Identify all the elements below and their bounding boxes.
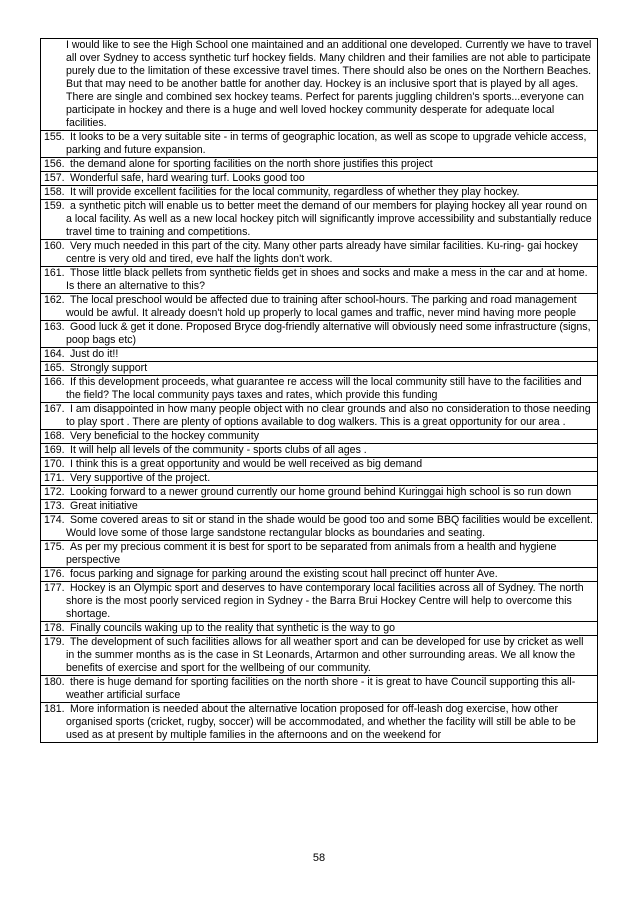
comment-number: 176.: [44, 568, 65, 580]
comment-number: 177.: [44, 582, 65, 594]
comment-cell: [41, 294, 598, 321]
comment-number: 168.: [44, 430, 65, 442]
table-row: [41, 430, 598, 444]
table-row: [41, 294, 598, 321]
table-row: [41, 403, 598, 430]
comment-cell: [41, 430, 598, 444]
table-row: [41, 486, 598, 500]
comment-number: 165.: [44, 362, 65, 374]
table-row: [41, 514, 598, 541]
comment-entry: [44, 131, 594, 157]
table-row: [41, 676, 598, 703]
page-number: 58: [312, 852, 326, 864]
table-row: [41, 582, 598, 622]
comment-entry: [44, 541, 594, 567]
comment-text: a synthetic pitch will enable us to better meet the demand of our members for playing hockey all year round on a local facility. As well as a new local hockey pitch will significantly improve accessibility and substantially reduce travel time to training and competitions.: [66, 200, 592, 238]
comment-cell: [41, 200, 598, 240]
comment-cell: [41, 703, 598, 743]
comment-text: there is huge demand for sporting facilities on the north shore - it is great to have Council supporting this all-weather artificial surface: [66, 676, 576, 701]
comment-text: Strongly support: [70, 362, 148, 374]
table-row: [41, 568, 598, 582]
comment-number: 162.: [44, 294, 65, 306]
comment-number: 156.: [44, 158, 65, 170]
table-row: [41, 541, 598, 568]
comment-text: Very beneficial to the hockey community: [70, 430, 260, 442]
comment-entry: [44, 500, 594, 513]
comment-entry: [44, 444, 594, 457]
comment-entry: [44, 376, 594, 402]
comment-text: The development of such facilities allows for all weather sport and can be developed for use by cricket as well in the summer months as is the case in St Leonards, Artarmon and other surrounding areas. We all know the benefits of exercise and sport for the wellbeing of our community.: [66, 636, 584, 674]
comment-cell: [41, 676, 598, 703]
comment-text: It looks to be a very suitable site - in terms of geographic location, as well as scope to upgrade vehicle access, parking and future expansion.: [66, 131, 587, 156]
table-row: [41, 348, 598, 362]
comment-text: The local preschool would be affected due to training after school-hours. The parking and road management would be awful. It already doesn't hold up properly to local games and traffic, never mind having more people: [66, 294, 577, 319]
comment-entry: [44, 430, 594, 443]
comment-text: focus parking and signage for parking around the existing scout hall precinct off hunter Ave.: [70, 568, 498, 580]
comment-number: 163.: [44, 321, 65, 333]
comment-cell: [41, 582, 598, 622]
comment-text: Good luck & get it done. Proposed Bryce dog-friendly alternative will obviously need some infrastructure (signs, poop bags etc): [66, 321, 591, 346]
comment-entry: [44, 267, 594, 293]
comment-cell: [41, 636, 598, 676]
comment-text: It will help all levels of the community - sports clubs of all ages .: [70, 444, 367, 456]
continuation-text: I would like to see the High School one maintained and an additional one developed. Currently we have to travel all over Sydney to access synthetic turf hockey fields. Many children and their families are not able to participate purely due to the limitation of these excessive travel times. There should also be ones on the Northern Beaches. But that may need to be another battle for another day. Hockey is an inclusive sport that is played by all ages. There are single and combined sex hockey teams. Perfect for parents juggling children's sports...everyone can participate in hockey and there is a huge and well loved hockey community desperate for adequate local facilities.: [66, 39, 592, 129]
comment-number: 179.: [44, 636, 65, 648]
table-row: [41, 240, 598, 267]
comment-number: 178.: [44, 622, 65, 634]
comment-cell: [41, 622, 598, 636]
comment-entry: [44, 582, 594, 621]
table-row: [41, 267, 598, 294]
comment-entry: [44, 186, 594, 199]
comment-number: 167.: [44, 403, 65, 415]
table-row: [41, 186, 598, 200]
comment-number: 158.: [44, 186, 65, 198]
comment-cell: [41, 362, 598, 376]
table-row: [41, 636, 598, 676]
comment-text: As per my precious comment it is best for sport to be separated from animals from a health and hygiene perspective: [66, 541, 557, 566]
comment-text: Great initiative: [70, 500, 138, 512]
comment-cell: [41, 348, 598, 362]
table-row: [41, 172, 598, 186]
comment-cell: [41, 541, 598, 568]
comment-entry: [44, 703, 594, 742]
comment-cell: [41, 131, 598, 158]
comment-entry: [44, 486, 594, 499]
comment-entry: [44, 158, 594, 171]
comment-entry: [44, 622, 594, 635]
comment-cell: [41, 444, 598, 458]
table-row: [41, 321, 598, 348]
comment-text: It will provide excellent facilities for the local community, regardless of whether they play hockey.: [70, 186, 520, 198]
comment-text: If this development proceeds, what guarantee re access will the local community still have to the facilities and the field? The local community pays taxes and rates, which provide this funding: [66, 376, 582, 401]
comment-cell: [41, 514, 598, 541]
comment-number: 166.: [44, 376, 65, 388]
comment-number: 164.: [44, 348, 65, 360]
table-row: [41, 458, 598, 472]
table-row: [41, 131, 598, 158]
comment-number: 159.: [44, 200, 65, 212]
comment-text: Very supportive of the project.: [70, 472, 211, 484]
comment-cell: [41, 376, 598, 403]
comment-cell: [41, 240, 598, 267]
comment-cell: [41, 186, 598, 200]
comment-text: I think this is a great opportunity and would be well received as big demand: [70, 458, 423, 470]
comment-entry: [44, 240, 594, 266]
comment-entry: [44, 403, 594, 429]
table-row: [41, 376, 598, 403]
comment-cell: [41, 472, 598, 486]
comment-entry: [44, 321, 594, 347]
comment-cell: [41, 403, 598, 430]
comment-text: Hockey is an Olympic sport and deserves to have contemporary local facilities across all of Sydney. The north shore is the most poorly serviced region in Sydney - the Barra Brui Hockey Centre will help to overcome this shortage.: [66, 582, 584, 620]
comment-number: 169.: [44, 444, 65, 456]
comment-text: Looking forward to a newer ground currently our home ground behind Kuringgai high school is so run down: [70, 486, 572, 498]
comment-text: Just do it!!: [70, 348, 119, 360]
comment-number: 172.: [44, 486, 65, 498]
comments-table-body: [41, 39, 598, 743]
comment-entry: [44, 348, 594, 361]
comment-cell: [41, 158, 598, 172]
comment-number: 175.: [44, 541, 65, 553]
comment-cell: [41, 458, 598, 472]
comment-number: 157.: [44, 172, 65, 184]
comment-number: 173.: [44, 500, 65, 512]
comment-number: 170.: [44, 458, 65, 470]
comment-cell: [41, 172, 598, 186]
comment-text: Finally councils waking up to the reality that synthetic is the way to go: [70, 622, 396, 634]
table-row: [41, 362, 598, 376]
comment-entry: [44, 200, 594, 239]
table-row: [41, 200, 598, 240]
comment-text: Wonderful safe, hard wearing turf. Looks good too: [70, 172, 305, 184]
comment-number: 160.: [44, 240, 65, 252]
table-row: [41, 622, 598, 636]
comment-number: 155.: [44, 131, 65, 143]
comment-cell: [41, 486, 598, 500]
comment-number: 161.: [44, 267, 65, 279]
comment-text: Those little black pellets from synthetic fields get in shoes and socks and make a mess in the car and at home. Is there an alternative to this?: [66, 267, 588, 292]
comment-cell: [41, 321, 598, 348]
comment-entry: [44, 568, 594, 581]
comment-cell: [41, 500, 598, 514]
comment-entry: [44, 362, 594, 375]
table-row: [41, 472, 598, 486]
comment-cell: [41, 39, 598, 131]
comment-number: 174.: [44, 514, 65, 526]
comment-entry: [44, 472, 594, 485]
table-row: [41, 500, 598, 514]
comment-number: 171.: [44, 472, 65, 484]
comment-text: I am disappointed in how many people object with no clear grounds and also no consideration to those needing to play sport . There are plenty of options available to dog walkers. This is a great opportunity for our area .: [66, 403, 591, 428]
comment-text: More information is needed about the alternative location proposed for off-leash dog exercise, how other organised sports (cricket, rugby, soccer) will be accommodated, and whether the facility will still be able to be used as at present by multiple families in the afternoons and on the weekend for: [66, 703, 576, 741]
comment-entry: [44, 294, 594, 320]
table-row: [41, 39, 598, 131]
comment-entry: [44, 458, 594, 471]
comment-entry: [44, 676, 594, 702]
comment-entry: [44, 636, 594, 675]
comment-number: 181.: [44, 703, 65, 715]
table-row: [41, 444, 598, 458]
table-row: [41, 703, 598, 743]
comment-text: Very much needed in this part of the city. Many other parts already have similar facilities. Ku-ring- gai hockey centre is very old and tired, eve half the lights don't work.: [66, 240, 578, 265]
comment-cell: [41, 568, 598, 582]
comment-entry: [44, 172, 594, 185]
comment-entry: [44, 514, 594, 540]
comment-number: 180.: [44, 676, 65, 688]
comment-cell: [41, 267, 598, 294]
table-row: [41, 158, 598, 172]
comment-text: Some covered areas to sit or stand in the shade would be good too and some BBQ facilities would be excellent. Would love some of those large sandstone rectangular blocks as boundaries and seating.: [66, 514, 593, 539]
comment-text: the demand alone for sporting facilities on the north shore justifies this project: [70, 158, 433, 170]
comments-table: [40, 38, 598, 743]
